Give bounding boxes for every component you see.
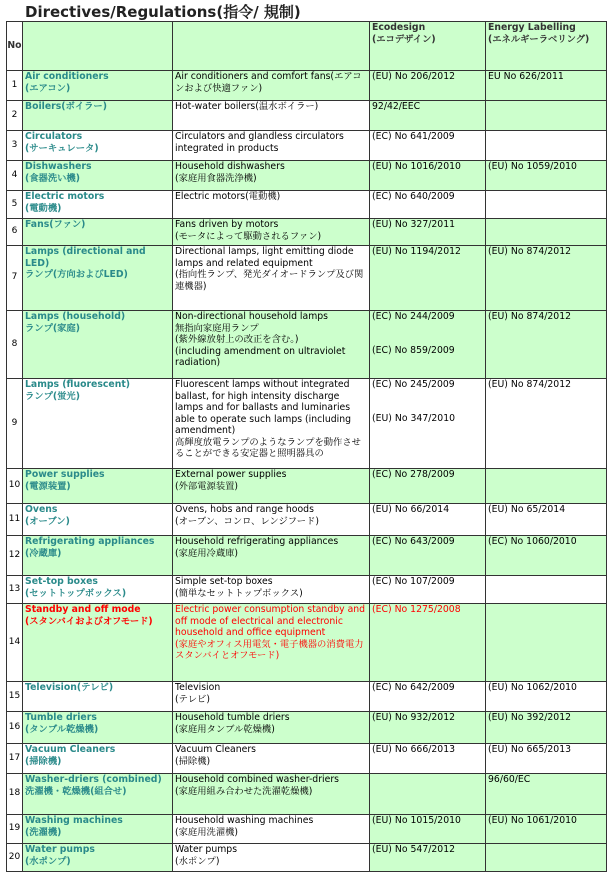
table-row [7,101,607,131]
header-ecodesign-en: Ecodesign [372,22,426,33]
ecodesign-regulation: (EC) No 107/2009 [370,576,486,604]
table-row [7,744,607,774]
product-description: Hot-water boilers(温水ボイラー) [173,101,370,131]
row-number: 20 [7,844,23,872]
product-description: Ovens, hobs and range hoods (オーブン、コンロ、レンジフード) [173,504,370,536]
ecodesign-regulation: (EU) No 1194/2012 [370,246,486,311]
product-description: Simple set-top boxes (簡単なセットトップボックス) [173,576,370,604]
header-energy-labelling [486,22,607,71]
energy-label-regulation: (EU) No 665/2013 [486,744,607,774]
product-name: Lamps (household) ランプ(家庭) [23,311,173,379]
table-row [7,576,607,604]
product-description: Household washing machines (家庭用洗濯機) [173,815,370,844]
regulations-table [6,21,607,872]
product-name: Washer-driers (combined) 洗濯機・乾燥機(組合せ) [23,774,173,815]
ecodesign-regulation: 92/42/EEC [370,101,486,131]
product-description: Electric motors(電動機) [173,191,370,219]
table-row [7,219,607,246]
table-row [7,844,607,872]
energy-label-regulation: (EU) No 392/2012 [486,712,607,744]
energy-label-regulation: (EU) No 874/2012 [486,379,607,469]
energy-label-regulation [486,469,607,504]
row-number: 11 [7,504,23,536]
energy-label-regulation [486,844,607,872]
row-number: 10 [7,469,23,504]
energy-label-regulation [486,219,607,246]
energy-label-regulation: 96/60/EC [486,774,607,815]
product-description: Household tumble driers (家庭用タンブル乾燥機) [173,712,370,744]
page-title: Directives/Regulations(指令/ 規制) [25,3,301,21]
table-row [7,161,607,191]
energy-label-regulation [486,576,607,604]
energy-label-regulation: (EU) No 874/2012 [486,246,607,311]
ecodesign-regulation: (EC) No 1275/2008 [370,604,486,682]
table-row [7,815,607,844]
ecodesign-regulation: (EC) No 278/2009 [370,469,486,504]
ecodesign-regulation [370,774,486,815]
ecodesign-regulation: (EC) No 245/2009 (EU) No 347/2010 [370,379,486,469]
energy-label-regulation: (EU) No 65/2014 [486,504,607,536]
energy-label-regulation [486,191,607,219]
energy-label-regulation: (EC) No 1060/2010 [486,536,607,576]
product-name: Lamps (directional and LED) ランプ(方向およびLED) [23,246,173,311]
product-description: Fluorescent lamps without integrated ballast, for high intensity discharge lamps and for ballasts and luminaries able to operate such lamps (including amendment) 高輝度放電ランプのようなランプを動作させることができる安定器と照明器具の [173,379,370,469]
product-description: Household refrigerating appliances (家庭用冷蔵庫) [173,536,370,576]
product-description: Vacuum Cleaners (掃除機) [173,744,370,774]
energy-label-regulation: (EU) No 874/2012 [486,311,607,379]
product-description: Circulators and glandless circulators integrated in products [173,131,370,161]
table-row [7,191,607,219]
energy-label-regulation: EU No 626/2011 [486,71,607,101]
table-row [7,71,607,101]
row-number: 12 [7,536,23,576]
table-row [7,131,607,161]
product-name: Lamps (fluorescent) ランプ(蛍光) [23,379,173,469]
row-number: 1 [7,71,23,101]
ecodesign-regulation: (EU) No 1016/2010 [370,161,486,191]
product-name: Set-top boxes (セットトップボックス) [23,576,173,604]
product-description: Air conditioners and comfort fans(エアコンおよび快適ファン) [173,71,370,101]
energy-label-regulation [486,101,607,131]
ecodesign-regulation: (EU) No 327/2011 [370,219,486,246]
row-number: 17 [7,744,23,774]
header-energy-ja: (エネルギーラベリング) [488,33,590,45]
energy-label-regulation: (EU) No 1062/2010 [486,682,607,712]
product-name: Standby and off mode (スタンバイおよびオフモード) [23,604,173,682]
row-number: 19 [7,815,23,844]
row-number: 6 [7,219,23,246]
ecodesign-regulation: (EU) No 1015/2010 [370,815,486,844]
table-row [7,712,607,744]
row-number: 14 [7,604,23,682]
row-number: 8 [7,311,23,379]
ecodesign-regulation: (EU) No 547/2012 [370,844,486,872]
ecodesign-regulation: (EC) No 642/2009 [370,682,486,712]
product-name: Fans(ファン) [23,219,173,246]
energy-label-regulation [486,604,607,682]
table-row [7,604,607,682]
row-number: 13 [7,576,23,604]
product-description: Water pumps (水ポンプ) [173,844,370,872]
product-description: Household combined washer-driers (家庭用組み合わせた洗濯乾燥機) [173,774,370,815]
energy-label-regulation: (EU) No 1059/2010 [486,161,607,191]
ecodesign-regulation: (EC) No 643/2009 [370,536,486,576]
header-row [7,22,607,71]
product-description: Non-directional household lamps 無指向家庭用ランプ (紫外線放射上の改正を含む。) (including amendment on ultraviolet radiation) [173,311,370,379]
ecodesign-regulation: (EC) No 640/2009 [370,191,486,219]
table-row [7,246,607,311]
table-row [7,774,607,815]
ecodesign-regulation: (EU) No 666/2013 [370,744,486,774]
row-number: 3 [7,131,23,161]
header-energy-en: Energy Labelling [488,22,576,33]
row-number: 4 [7,161,23,191]
table-row [7,469,607,504]
table-row [7,504,607,536]
product-description: Television (テレビ) [173,682,370,712]
row-number: 9 [7,379,23,469]
header-product [23,22,173,71]
product-name: Electric motors (電動機) [23,191,173,219]
product-name: Washing machines (洗濯機) [23,815,173,844]
product-name: Power supplies (電源装置) [23,469,173,504]
energy-label-regulation: (EU) No 1061/2010 [486,815,607,844]
table-row [7,682,607,712]
product-name: Dishwashers (食器洗い機) [23,161,173,191]
product-description: Directional lamps, light emitting diode lamps and related equipment (指向性ランプ、発光ダイオードランプ及び関連機器) [173,246,370,311]
product-name: Vacuum Cleaners (掃除機) [23,744,173,774]
product-name: Water pumps (水ポンプ) [23,844,173,872]
ecodesign-regulation: (EU) No 206/2012 [370,71,486,101]
product-description: External power supplies (外部電源装置) [173,469,370,504]
product-name: Ovens (オーブン) [23,504,173,536]
product-name: Tumble driers (タンブル乾燥機) [23,712,173,744]
product-description: Electric power consumption standby and off mode of electrical and electronic household and office equipment (家庭やオフィス用電気・電子機器の消費電力スタンバイとオフモード) [173,604,370,682]
energy-label-regulation [486,131,607,161]
row-number: 16 [7,712,23,744]
ecodesign-regulation: (EU) No 932/2012 [370,712,486,744]
ecodesign-regulation: (EC) No 641/2009 [370,131,486,161]
row-number: 5 [7,191,23,219]
table-row [7,536,607,576]
ecodesign-regulation: (EU) No 66/2014 [370,504,486,536]
product-name: Refrigerating appliances (冷蔵庫) [23,536,173,576]
row-number: 15 [7,682,23,712]
ecodesign-regulation: (EC) No 244/2009 (EC) No 859/2009 [370,311,486,379]
row-number: 2 [7,101,23,131]
product-name: Air conditioners (エアコン) [23,71,173,101]
product-description: Household dishwashers (家庭用食器洗浄機) [173,161,370,191]
table-row [7,311,607,379]
header-no: No [7,22,23,71]
row-number: 18 [7,774,23,815]
product-name: Television(テレビ) [23,682,173,712]
header-description [173,22,370,71]
header-ecodesign-ja: (エコデザイン) [372,33,436,45]
table-row [7,379,607,469]
product-name: Circulators (サーキュレータ) [23,131,173,161]
product-description: Fans driven by motors (モータによって駆動されるファン) [173,219,370,246]
row-number: 7 [7,246,23,311]
product-name: Boilers(ボイラー) [23,101,173,131]
header-ecodesign [370,22,486,71]
